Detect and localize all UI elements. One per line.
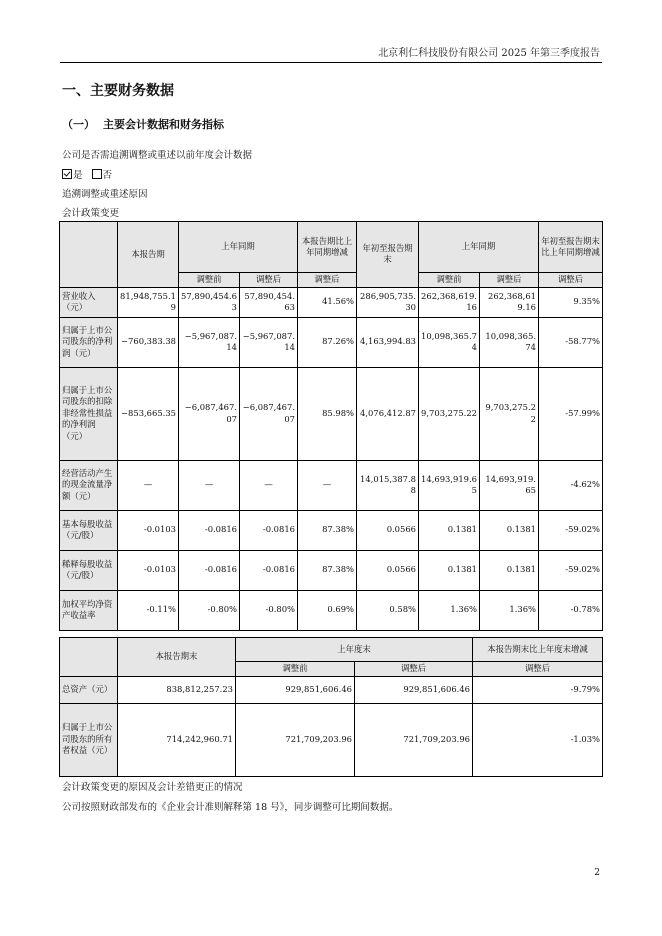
row-label: 稀释每股收益（元/股） [60, 550, 118, 590]
row-label: 归属于上市公司股东的所有者权益（元） [60, 703, 118, 776]
table-cell: 81,948,755.19 [118, 287, 179, 317]
section-title: 一、主要财务数据 [62, 83, 174, 99]
table-row [60, 510, 603, 550]
table-cell: 0.58% [357, 590, 419, 630]
table-cell: 14,015,387.88 [357, 460, 419, 510]
footnote-title: 会计政策变更的原因及会计差错更正的情况 [62, 782, 243, 793]
table-cell: 57,890,454.63 [179, 287, 240, 317]
table-cell: −6,087,467.07 [240, 367, 298, 460]
col-current-end: 本报告期末 [118, 638, 236, 677]
retro-options [62, 167, 112, 181]
table-cell: 262,368,619.16 [419, 287, 480, 317]
table-cell: 929,851,606.46 [236, 676, 355, 703]
balance-table [59, 637, 603, 777]
table-cell: 9,703,275.22 [419, 367, 480, 460]
table-cell: 286,905,735.30 [357, 287, 419, 317]
table-cell: 10,098,365.74 [419, 317, 480, 367]
table-cell: -0.0103 [118, 550, 179, 590]
table-cell: -9.79% [473, 676, 603, 703]
row-label: 加权平均净资产收益率 [60, 590, 118, 630]
report-header: 北京利仁科技股份有限公司 2025 年第三季度报告 [378, 48, 600, 59]
table-cell: -0.78% [539, 590, 603, 630]
table-row [60, 676, 603, 703]
table-cell: −6,087,467.07 [179, 367, 240, 460]
table-cell: -0.80% [240, 590, 298, 630]
table-cell: — [298, 460, 357, 510]
table-cell: -59.02% [539, 550, 603, 590]
sub-after-ytd: 调整后 [480, 273, 539, 288]
table-cell: 0.0566 [357, 510, 419, 550]
sub-before: 调整前 [179, 273, 240, 288]
table-cell: -57.99% [539, 367, 603, 460]
table-row [60, 460, 603, 510]
col-current-period: 本报告期 [118, 222, 179, 288]
table-row [60, 703, 603, 776]
table-cell: -58.77% [539, 317, 603, 367]
table-cell: -0.0816 [179, 510, 240, 550]
header-divider [60, 62, 602, 63]
table-cell: 41.56% [298, 287, 357, 317]
table-cell: 14,693,919.65 [419, 460, 480, 510]
table-cell: 838,812,257.23 [118, 676, 236, 703]
table-cell: 14,693,919.65 [480, 460, 539, 510]
footnote-body: 公司按照财政部发布的《企业会计准则解释第 18 号》，同步调整可比期间数据。 [62, 802, 399, 813]
table-cell: -0.0816 [240, 550, 298, 590]
checked-box-icon [62, 169, 72, 179]
header-blank [60, 222, 118, 288]
table-cell: −5,967,087.14 [179, 317, 240, 367]
table-cell: 1.36% [419, 590, 480, 630]
sub-after-change-ytd: 调整后 [539, 273, 603, 288]
sub-before-ytd: 调整前 [419, 273, 480, 288]
retro-question: 公司是否需追溯调整或重述以前年度会计数据 [62, 150, 253, 161]
row-label: 基本每股收益（元/股） [60, 510, 118, 550]
table-cell: 4,163,994.83 [357, 317, 419, 367]
table-cell: -0.80% [179, 590, 240, 630]
table-cell: −760,383.38 [118, 317, 179, 367]
col-change-period: 本报告期比上年同期增减 [298, 222, 357, 273]
table-cell: 57,890,454.63 [240, 287, 298, 317]
table-cell: 0.0566 [357, 550, 419, 590]
table-cell: -1.03% [473, 703, 603, 776]
sub-after-change: 调整后 [473, 662, 603, 677]
header-blank [60, 638, 118, 677]
table-row [60, 550, 603, 590]
policy-change: 会计政策变更 [62, 208, 120, 219]
sub-after: 调整后 [240, 273, 298, 288]
table-row [60, 590, 603, 630]
retro-reason: 追溯调整或重述原因 [62, 189, 148, 200]
table-cell: 714,242,960.71 [118, 703, 236, 776]
table-cell: 87.26% [298, 317, 357, 367]
table-cell: -0.0816 [240, 510, 298, 550]
col-change-ytd: 年初至报告期末比上年同期增减 [539, 222, 603, 273]
page-number: 2 [594, 868, 600, 878]
table-cell: -0.0103 [118, 510, 179, 550]
col-last-period: 上年同期 [179, 222, 298, 273]
sub-after-change: 调整后 [298, 273, 357, 288]
col-last-ytd: 上年同期 [419, 222, 539, 273]
col-change-end: 本报告期末比上年度末增减 [473, 638, 603, 662]
table-cell: — [118, 460, 179, 510]
table-row [60, 287, 603, 317]
table-cell: −853,665.35 [118, 367, 179, 460]
table-cell: 9,703,275.22 [480, 367, 539, 460]
table-cell: — [179, 460, 240, 510]
table-cell: 929,851,606.46 [355, 676, 473, 703]
row-label: 营业收入（元） [60, 287, 118, 317]
col-last-year-end: 上年度末 [236, 638, 473, 662]
key-figures-table [59, 221, 603, 631]
table-cell: 4,076,412.87 [357, 367, 419, 460]
option-no: 否 [102, 170, 113, 181]
table-cell: -0.0816 [179, 550, 240, 590]
table-cell: 10,098,365.74 [480, 317, 539, 367]
table-cell: 721,709,203.96 [236, 703, 355, 776]
table-cell: 9.35% [539, 287, 603, 317]
table-cell: -4.62% [539, 460, 603, 510]
subsection-label: 主要会计数据和财务指标 [103, 118, 224, 131]
table-row [60, 367, 603, 460]
table-row [60, 317, 603, 367]
col-ytd: 年初至报告期末 [357, 222, 419, 288]
row-label: 归属于上市公司股东的净利润（元） [60, 317, 118, 367]
row-label: 总资产（元） [60, 676, 118, 703]
table-cell: 85.98% [298, 367, 357, 460]
row-label: 归属于上市公司股东的扣除非经常性损益的净利润（元） [60, 367, 118, 460]
unchecked-box-icon [92, 169, 102, 179]
table-cell: 721,709,203.96 [355, 703, 473, 776]
subsection-number: （一） [62, 118, 95, 131]
table-cell: 1.36% [480, 590, 539, 630]
option-yes: 是 [73, 170, 83, 181]
table-cell: 262,368,619.16 [480, 287, 539, 317]
table-cell: −5,967,087.14 [240, 317, 298, 367]
row-label: 经营活动产生的现金流量净额（元） [60, 460, 118, 510]
table-cell: 0.1381 [419, 550, 480, 590]
table-cell: -0.11% [118, 590, 179, 630]
sub-after: 调整后 [355, 662, 473, 677]
table-cell: 0.1381 [480, 510, 539, 550]
table-cell: 87.38% [298, 510, 357, 550]
table-cell: -59.02% [539, 510, 603, 550]
table-cell: 0.1381 [480, 550, 539, 590]
table-cell: 0.69% [298, 590, 357, 630]
sub-before: 调整前 [236, 662, 355, 677]
table-cell: — [240, 460, 298, 510]
subsection-title [62, 116, 224, 132]
table-cell: 87.38% [298, 550, 357, 590]
table-cell: 0.1381 [419, 510, 480, 550]
